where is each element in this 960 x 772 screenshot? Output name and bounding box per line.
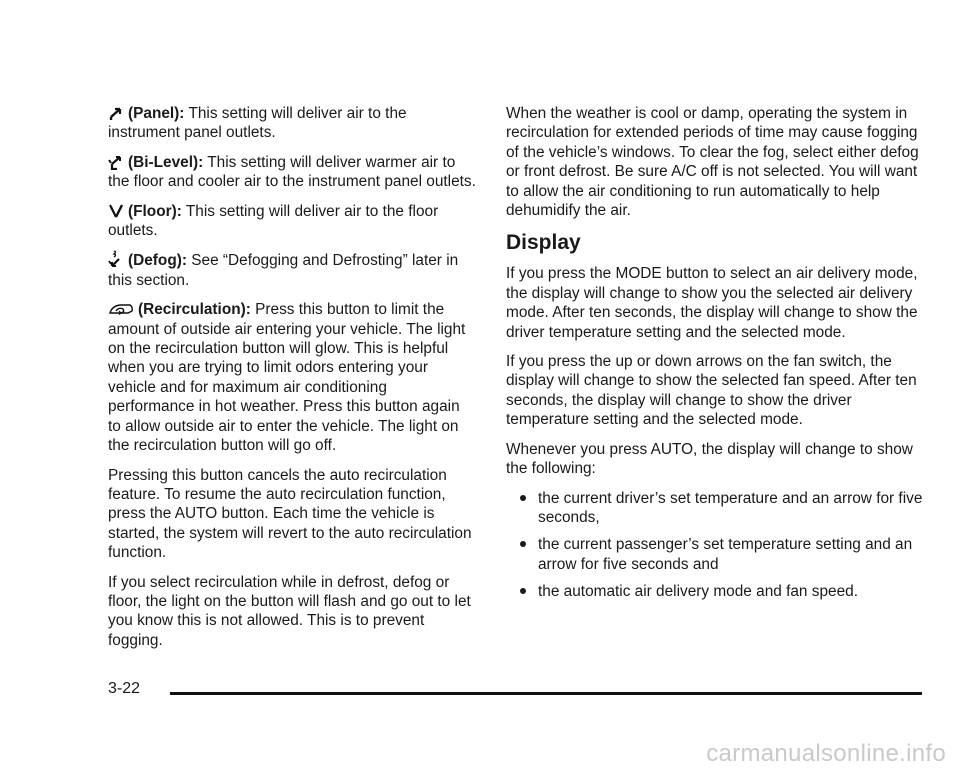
auto-paragraph: Whenever you press AUTO, the display will change to show the following: [506, 440, 913, 478]
panel-mode-icon [108, 105, 124, 121]
defog-paragraph [108, 250, 476, 290]
bullet-icon [520, 541, 526, 547]
panel-paragraph [108, 104, 476, 143]
floor-term: (Floor): [128, 202, 182, 220]
bilevel-paragraph [108, 153, 476, 192]
page-number: 3-22 [108, 680, 141, 697]
bilevel-text: This setting will deliver warmer air to the floor and cooler air to the instrument panel outlets. [108, 153, 476, 191]
defrost-paragraph: If you select recirculation while in defrost, defog or floor, the light on the button will flash and go out to let you know this is not allowed. This is to prevent fogging. [108, 573, 471, 649]
watermark: carmanualsonline.info [706, 740, 946, 767]
recirculation-icon [108, 301, 134, 317]
auto-bullet-list [506, 489, 924, 602]
floor-text: This setting will deliver air to the floor outlets. [108, 202, 439, 240]
recirculation-paragraph [108, 300, 476, 455]
list-item: the automatic air delivery mode and fan speed. [520, 582, 924, 601]
bullet-icon [520, 588, 526, 594]
display-heading: Display [506, 231, 581, 255]
bilevel-term: (Bi-Level): [128, 153, 204, 171]
footer-rule [170, 692, 922, 695]
panel-term: (Panel): [128, 105, 185, 122]
recirculation-term: (Recirculation): [138, 301, 251, 319]
fan-paragraph: If you press the up or down arrows on the fan switch, the display will change to show the selected fan speed. After ten seconds, the display will change to show the driver temperature setting and the selected mode. [506, 353, 917, 429]
defog-mode-icon [108, 250, 124, 268]
weather-paragraph: When the weather is cool or damp, operating the system in recirculation for extended periods of time may cause fogging of the vehicle’s windows. To clear the fog, select either defog or front defrost. Be sure A/C off is not selected. You will want to allow the air conditioning to run automatically to help dehumidify the air. [506, 105, 919, 220]
panel-text: This setting will deliver air to the instrument panel outlets. [108, 105, 407, 142]
list-item: the current driver’s set temperature and an arrow for five seconds, [520, 489, 924, 528]
recirculation-text: Press this button to limit the amount of outside air entering your vehicle. The light on the recirculation button will glow. This is helpful when you are trying to limit odors entering your vehicle and for maximum air conditioning performance in hot weather. Press this button again to allow outside air to enter the vehicle. The light on the recirculation button will go off. [108, 301, 466, 455]
right-column [506, 104, 924, 610]
mode-paragraph: If you press the MODE button to select an air delivery mode, the display will change to show you the selected air delivery mode. After ten seconds, the display will change to show the driver temperature setting and the selected mode. [506, 265, 918, 341]
left-column [108, 104, 476, 660]
floor-paragraph [108, 202, 476, 241]
floor-mode-icon [108, 203, 124, 219]
list-item: the current passenger’s set temperature setting and an arrow for five seconds and [520, 535, 924, 574]
bullet-icon [520, 495, 526, 501]
defog-text: See “Defogging and Defrosting” later in this section. [108, 252, 459, 289]
auto-recirc-paragraph: Pressing this button cancels the auto recirculation feature. To resume the auto recirculation function, press the AUTO button. Each time the vehicle is started, the system will revert to the auto recirculation function. [108, 466, 472, 562]
bilevel-mode-icon [108, 154, 124, 170]
defog-term: (Defog): [128, 252, 187, 270]
